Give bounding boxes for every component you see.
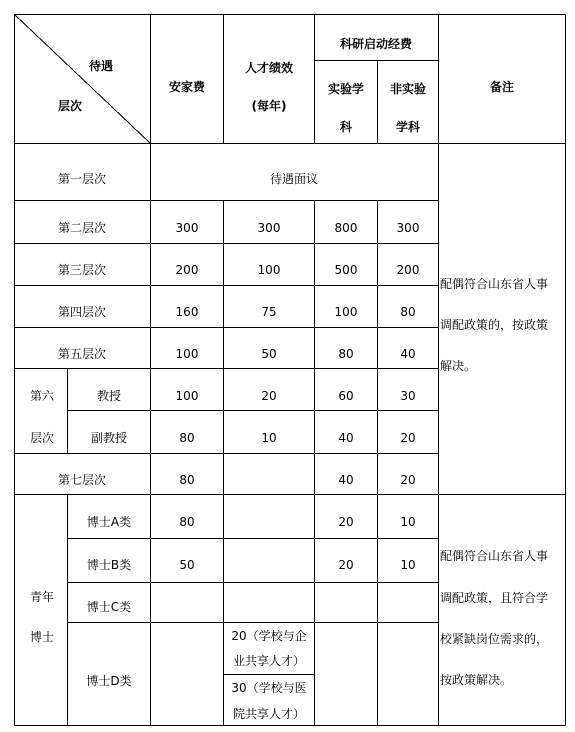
remark-bottom-line4: 按政策解决。 bbox=[440, 673, 513, 687]
level3-nonexp: 200 bbox=[396, 263, 420, 277]
header-perf-line1: 人才绩效 bbox=[244, 61, 294, 75]
level6-assoc-settle: 80 bbox=[179, 431, 195, 445]
youth-c-title: 博士C类 bbox=[86, 600, 132, 614]
level1-merged-value: 待遇面议 bbox=[269, 172, 319, 186]
level4-perf: 75 bbox=[261, 305, 277, 319]
level4-exp: 100 bbox=[334, 305, 358, 319]
remark-bottom-line1: 配偶符合山东省人事 bbox=[440, 549, 549, 563]
level3-exp: 500 bbox=[334, 263, 358, 277]
remark-bottom-line2: 调配政策，且符合学 bbox=[440, 591, 549, 605]
header-exp-line1: 实验学 bbox=[327, 82, 365, 96]
header-nonexp-line2: 学科 bbox=[395, 120, 421, 134]
header-diagonal-bottom: 层次 bbox=[57, 99, 83, 113]
youth-a-nonexp: 10 bbox=[400, 515, 416, 529]
level6-prof-perf: 20 bbox=[261, 389, 277, 403]
level6-prof-nonexp: 30 bbox=[400, 389, 416, 403]
youth-d-perf1-line1: 20（学校与企 bbox=[231, 629, 307, 643]
level5-nonexp: 40 bbox=[400, 347, 416, 361]
youth-d-perf2-line2: 院共享人才） bbox=[232, 707, 306, 721]
youth-b-settle: 50 bbox=[179, 558, 195, 572]
header-research: 科研启动经费 bbox=[339, 37, 413, 51]
remark-bottom-line3: 校紧缺岗位需求的， bbox=[440, 632, 549, 646]
level6-prof-exp: 60 bbox=[338, 389, 354, 403]
level3-perf: 100 bbox=[257, 263, 281, 277]
youth-d-title: 博士D类 bbox=[86, 674, 132, 688]
level5-perf: 50 bbox=[261, 347, 277, 361]
level3-settle: 200 bbox=[175, 263, 199, 277]
remark-top-line2: 调配政策的，按政策 bbox=[440, 318, 549, 332]
level5-label: 第五层次 bbox=[57, 347, 107, 361]
level6-assoc-exp: 40 bbox=[338, 431, 354, 445]
youth-b-title: 博士B类 bbox=[86, 558, 132, 572]
header-remark: 备注 bbox=[489, 80, 515, 94]
level2-settle: 300 bbox=[175, 221, 199, 235]
level4-nonexp: 80 bbox=[400, 305, 416, 319]
youth-b-nonexp: 10 bbox=[400, 558, 416, 572]
level6-label-line2: 层次 bbox=[29, 431, 55, 445]
remark-top-line3: 解决。 bbox=[440, 359, 477, 373]
youth-d-perf1-line2: 业共享人才） bbox=[232, 654, 306, 668]
youth-b-exp: 20 bbox=[338, 558, 354, 572]
youth-label-line2: 博士 bbox=[29, 630, 55, 644]
level6-prof-title: 教授 bbox=[96, 389, 122, 403]
level2-exp: 800 bbox=[334, 221, 358, 235]
level6-assoc-nonexp: 20 bbox=[400, 431, 416, 445]
header-diagonal-top: 待遇 bbox=[88, 59, 114, 73]
level3-label: 第三层次 bbox=[57, 263, 107, 277]
level2-label: 第二层次 bbox=[57, 221, 107, 235]
youth-a-title: 博士A类 bbox=[86, 515, 132, 529]
youth-a-exp: 20 bbox=[338, 515, 354, 529]
level2-nonexp: 300 bbox=[396, 221, 420, 235]
header-nonexp-line1: 非实验 bbox=[389, 82, 427, 96]
header-settle: 安家费 bbox=[168, 80, 206, 94]
level4-label: 第四层次 bbox=[57, 305, 107, 319]
level6-assoc-title: 副教授 bbox=[90, 431, 128, 445]
level1-label: 第一层次 bbox=[57, 172, 107, 186]
level5-settle: 100 bbox=[175, 347, 199, 361]
level7-exp: 40 bbox=[338, 473, 354, 487]
level2-perf: 300 bbox=[257, 221, 281, 235]
header-exp-line2: 科 bbox=[339, 120, 353, 134]
level6-assoc-perf: 10 bbox=[261, 431, 277, 445]
level6-label-line1: 第六 bbox=[29, 389, 55, 403]
remark-top-line1: 配偶符合山东省人事 bbox=[440, 277, 549, 291]
youth-d-perf2-line1: 30（学校与医 bbox=[231, 681, 307, 695]
level5-exp: 80 bbox=[338, 347, 354, 361]
level4-settle: 160 bbox=[175, 305, 199, 319]
level7-settle: 80 bbox=[179, 473, 195, 487]
header-perf-line2: (每年) bbox=[251, 99, 287, 113]
youth-a-settle: 80 bbox=[179, 515, 195, 529]
level7-nonexp: 20 bbox=[400, 473, 416, 487]
level7-label: 第七层次 bbox=[57, 473, 107, 487]
level6-prof-settle: 100 bbox=[175, 389, 199, 403]
youth-label-line1: 青年 bbox=[29, 590, 55, 604]
